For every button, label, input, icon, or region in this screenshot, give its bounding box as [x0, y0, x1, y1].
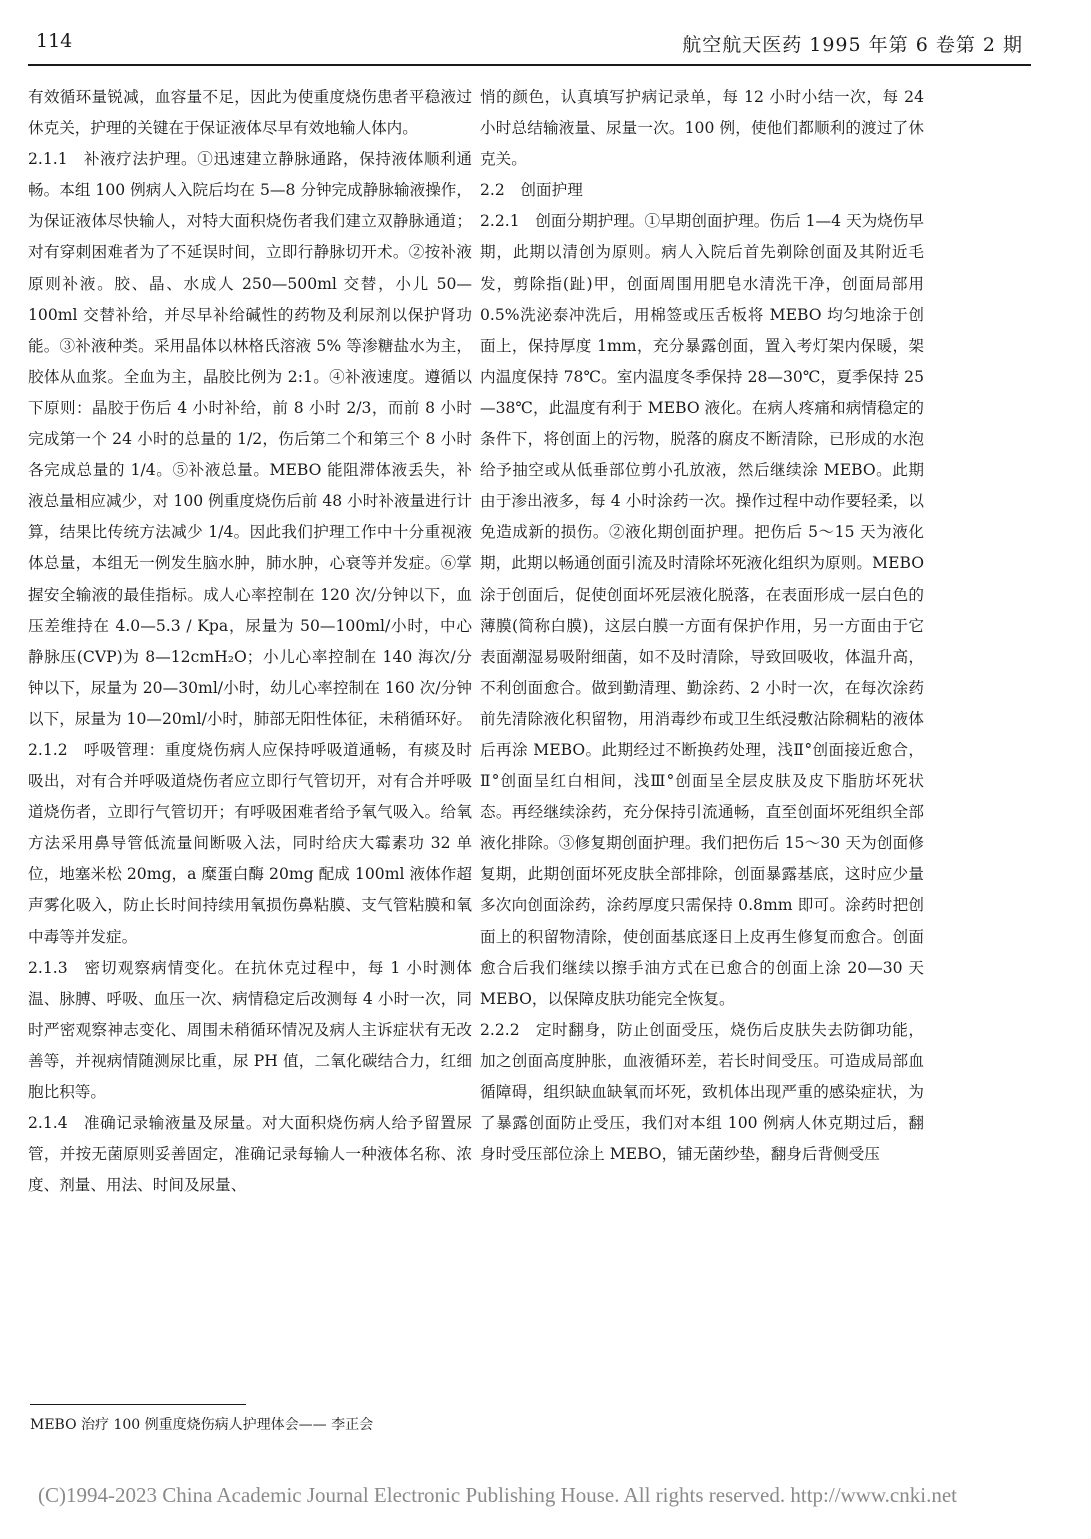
section-number: 2.2.2	[480, 1020, 520, 1039]
section-number: 2.1.3	[28, 958, 68, 977]
section-number: 2.1.2	[28, 740, 68, 759]
footnote-rule	[30, 1404, 246, 1405]
section-text: 定时翻身，防止创面受压，烧伤后皮肤失去防御功能，加之创面高度肿胀，血液循环差，若长时间受压。可造成局部血循障碍，组织缺血缺氧而坏死，致机体出现严重的感染症状，为了暴露创面防止受压，我们对本组 100 例病人休克期过后，翻身时受压部位涂上 MEBO，铺无菌纱垫，翻身后背侧受压	[480, 1020, 924, 1164]
section-2-1-2	[28, 735, 472, 953]
copyright-watermark: (C)1994-2023 China Academic Journal Electronic Publishing House. All rights reserved. http://www.cnki.net	[38, 1483, 957, 1507]
section-heading: 创面护理	[520, 181, 583, 200]
page-number: 114	[36, 30, 73, 52]
right-column	[480, 82, 924, 1170]
header-rule	[28, 64, 1031, 66]
section-text: 补液疗法护理。①迅速建立静脉通路，保持液体顺利通畅。本组 100 例病人入院后均在 5—8 分钟完成静脉输液操作，为保证液体尽快输人，对特大面积烧伤者我们建立双静脉通道；对有穿刺困难者为了不延误时间，立即行静脉切开术。②按补液原则补液。胶、晶、水成人 250—500ml 交替，小儿 50—100ml 交替补给，并尽早补给碱性的药物及利尿剂以保护肾功能。③补液种类。采用晶体以林格氏溶液 5% 等渗糖盐水为主，胶体从血浆。全血为主，晶胶比例为 2:1。④补液速度。遵循以下原则：晶胶于伤后 4 小时补给，前 8 小时 2/3，而前 8 小时完成第一个 24 小时的总量的 1/2，伤后第二个和第三个 8 小时各完成总量的 1/4。⑤补液总量。MEBO 能阻滞体液丢失，补液总量相应减少，对 100 例重度烧伤后前 48 小时补液量进行计算，结果比传统方法减少 1/4。因此我们护理工作中十分重视液体总量，本组无一例发生脑水肿，肺水肿，心衰等并发症。⑥掌握安全输液的最佳指标。成人心率控制在 120 次/分钟以下，血压差维持在 4.0—5.3 / Kpa，尿量为 50—100ml/小时，中心静脉压(CVP)为 8—12cmH₂O；小儿心率控制在 140 海次/分钟以下，尿量为 20—30ml/小时，幼儿心率控制在 160 次/分钟以下，尿量为 10—20ml/小时，肺部无阳性体征，未稍循环好。	[28, 150, 472, 728]
running-head: 航空航天医药 1995 年第 6 卷第 2 期	[682, 34, 1023, 56]
section-text: 呼吸管理：重度烧伤病人应保持呼吸道通畅，有痰及时吸出，对有合并呼吸道烧伤者应立即行气管切开，对有合并呼吸道烧伤者，立即行气管切开；有呼吸困难者给予氧气吸入。给氧方法采用鼻导管低流量间断吸入法，同时给庆大霉素功 32 单位，地塞米松 20mg，a 糜蛋白酶 20mg 配成 100ml 液体作超声雾化吸入，防止长时间持续用氧损伤鼻粘膜、支气管粘膜和氧中毒等并发症。	[28, 740, 472, 946]
section-text: 准确记录输液量及尿量。对大面积烧伤病人给予留置尿管，并按无菌原则妥善固定，准确记录每输人一种液体名称、浓度、剂量、用法、时间及尿量、	[28, 1114, 472, 1195]
section-2-1-1	[28, 144, 472, 735]
section-text: 创面分期护理。①早期创面护理。伤后 1—4 天为烧伤早期，此期以清创为原则。病人入院后首先剃除创面及其附近毛发，剪除指(趾)甲，创面周围用肥皂水清洗干净，创面局部用 0.5%洗泌泰冲洗后，用棉签或压舌板将 MEBO 均匀地涂于创面上，保持厚度 1mm，充分暴露创面，置入考灯架内保暖，架内温度保持 78℃。室内温度冬季保持 28—30℃，夏季保持 25—38℃，此温度有利于 MEBO 液化。在病人疼痛和病情稳定的条件下，将创面上的污物，脱落的腐皮不断清除，已形成的水泡给予抽空或从低垂部位剪小孔放液，然后继续涂 MEBO。此期由于渗出液多，每 4 小时涂药一次。操作过程中动作要轻柔，以免造成新的损伤。②液化期创面护理。把伤后 5～15 天为液化期，此期以畅通创面引流及时清除坏死液化组织为原则。MEBO 涂于创面后，促使创面坏死层液化脱落，在表面形成一层白色的薄膜(简称白膜)，这层白膜一方面有保护作用，另一方面由于它表面潮湿易吸附细菌，如不及时清除，导致回吸收，体温升高，不利创面愈合。做到勤清理、勤涂药、2 小时一次，在每次涂药前先清除液化积留物，用消毒纱布或卫生纸浸敷沾除稠粘的液体后再涂 MEBO。此期经过不断换药处理，浅Ⅱ°创面接近愈合，Ⅱ°创面呈红白相间，浅Ⅲ°创面呈全层皮肤及皮下脂肪坏死状态。再经继续涂药，充分保持引流通畅，直至创面坏死组织全部液化排除。③修复期创面护理。我们把伤后 15～30 天为创面修复期，此期创面坏死皮肤全部排除，创面暴露基底，这时应少量多次向创面涂药，涂药厚度只需保持 0.8mm 即可。涂药时把创面上的积留物清除，使创面基底逐日上皮再生修复而愈合。创面愈合后我们继续以擦手油方式在已愈合的创面上涂 20—30 天 MEBO，以保障皮肤功能完全恢复。	[480, 212, 924, 1008]
section-2-1-3	[28, 953, 472, 1108]
section-number: 2.2	[480, 181, 505, 200]
section-2-2-2	[480, 1015, 924, 1170]
paragraph: 悄的颜色，认真填写护病记录单，每 12 小时小结一次，每 24 小时总结输液量、尿量一次。100 例，使他们都顺利的渡过了休克关。	[480, 88, 924, 169]
section-text: 密切观察病情变化。在抗休克过程中，每 1 小时测体温、脉膊、呼吸、血压一次、病情稳定后改测每 4 小时一次，同时严密观察神志变化、周围未稍循环情况及病人主诉症状有无改善等，并视病情随测尿比重，尿 PH 值，二氧化碳结合力，红细胞比积等。	[28, 958, 472, 1101]
left-column	[28, 82, 472, 1201]
section-number: 2.1.1	[28, 150, 68, 169]
section-2-1-4	[28, 1108, 472, 1201]
section-number: 2.2.1	[480, 212, 520, 231]
section-number: 2.1.4	[28, 1114, 68, 1133]
section-2-2-1	[480, 206, 924, 1014]
section-2-2-heading	[480, 175, 924, 206]
footnote: MEBO 治疗 100 例重度烧伤病人护理体会—— 李正会	[30, 1417, 374, 1433]
paragraph: 有效循环量锐减，血容量不足，因此为使重度烧伤患者平稳液过休克关，护理的关键在于保证液体尽早有效地输人体内。	[28, 88, 472, 138]
